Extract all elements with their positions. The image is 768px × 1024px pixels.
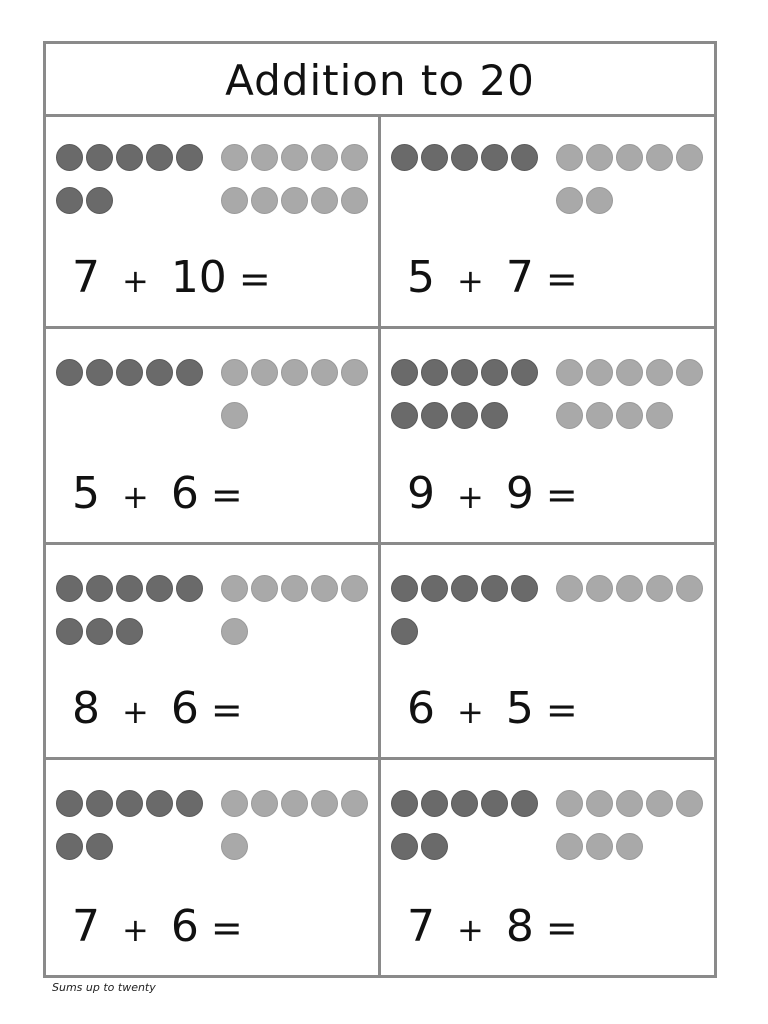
counting-dots bbox=[391, 575, 711, 655]
light-counter-dot bbox=[676, 575, 703, 602]
equals-sign: = bbox=[545, 257, 578, 302]
footer-note: Sums up to twenty bbox=[52, 981, 156, 994]
equation bbox=[72, 467, 243, 519]
plus-sign: + bbox=[122, 911, 149, 949]
light-counter-dot bbox=[221, 790, 248, 817]
plus-sign: + bbox=[457, 692, 484, 731]
counting-dots bbox=[391, 144, 711, 224]
plus-sign: + bbox=[122, 692, 149, 731]
addend-a: 8 bbox=[72, 682, 100, 734]
light-counter-dot bbox=[616, 790, 643, 817]
dark-counter-dot bbox=[116, 618, 143, 645]
addend-b: 8 bbox=[505, 901, 534, 952]
dark-counter-dot bbox=[116, 359, 143, 386]
equation bbox=[407, 252, 578, 304]
dark-counter-dot bbox=[451, 402, 478, 429]
equation bbox=[72, 682, 243, 734]
light-counter-dot bbox=[221, 833, 248, 860]
dark-counter-dot bbox=[176, 359, 203, 386]
dark-counter-dot bbox=[86, 790, 113, 817]
light-counter-dot bbox=[221, 187, 248, 214]
dark-counter-dot bbox=[451, 144, 478, 171]
dark-counter-dot bbox=[56, 575, 83, 602]
dark-counter-dot bbox=[421, 833, 448, 860]
light-counter-dot bbox=[646, 359, 673, 386]
light-counter-dot bbox=[311, 790, 338, 817]
plus-sign: + bbox=[457, 477, 484, 516]
dark-counter-dot bbox=[146, 359, 173, 386]
plus-sign: + bbox=[122, 262, 149, 301]
dark-counter-dot bbox=[56, 187, 83, 214]
plus-sign: + bbox=[457, 911, 484, 949]
addend-a: 7 bbox=[407, 901, 435, 952]
dark-counter-dot bbox=[176, 575, 203, 602]
light-counter-dot bbox=[281, 359, 308, 386]
addend-b: 6 bbox=[170, 467, 199, 519]
addend-b: 6 bbox=[170, 682, 199, 734]
dark-counter-dot bbox=[481, 144, 508, 171]
counting-dots bbox=[56, 144, 376, 224]
dark-counter-dot bbox=[391, 833, 418, 860]
dark-counter-dot bbox=[511, 575, 538, 602]
light-counter-dot bbox=[586, 144, 613, 171]
light-counter-dot bbox=[586, 187, 613, 214]
counting-dots bbox=[391, 359, 711, 439]
problem-card bbox=[381, 760, 714, 975]
dark-counter-dot bbox=[146, 790, 173, 817]
dark-counter-dot bbox=[391, 790, 418, 817]
plus-sign: + bbox=[122, 477, 149, 516]
dark-counter-dot bbox=[86, 359, 113, 386]
dark-counter-dot bbox=[391, 402, 418, 429]
dark-counter-dot bbox=[176, 144, 203, 171]
addend-a: 7 bbox=[72, 901, 100, 952]
problem-grid bbox=[46, 114, 714, 975]
worksheet bbox=[43, 41, 717, 978]
light-counter-dot bbox=[616, 144, 643, 171]
dark-counter-dot bbox=[56, 359, 83, 386]
dark-counter-dot bbox=[511, 144, 538, 171]
addend-b: 6 bbox=[170, 901, 199, 952]
dark-counter-dot bbox=[421, 790, 448, 817]
addend-a: 7 bbox=[72, 252, 100, 304]
problem-card bbox=[46, 760, 381, 975]
problem-card bbox=[381, 114, 714, 329]
dark-counter-dot bbox=[56, 790, 83, 817]
dark-counter-dot bbox=[86, 187, 113, 214]
problem-card bbox=[381, 545, 714, 760]
light-counter-dot bbox=[556, 144, 583, 171]
equals-sign: = bbox=[545, 687, 578, 732]
equals-sign: = bbox=[545, 906, 578, 950]
light-counter-dot bbox=[586, 575, 613, 602]
light-counter-dot bbox=[341, 790, 368, 817]
light-counter-dot bbox=[556, 575, 583, 602]
problem-card bbox=[46, 545, 381, 760]
light-counter-dot bbox=[281, 790, 308, 817]
dark-counter-dot bbox=[391, 359, 418, 386]
light-counter-dot bbox=[586, 359, 613, 386]
dark-counter-dot bbox=[86, 833, 113, 860]
light-counter-dot bbox=[646, 402, 673, 429]
dark-counter-dot bbox=[116, 790, 143, 817]
dark-counter-dot bbox=[116, 144, 143, 171]
light-counter-dot bbox=[311, 359, 338, 386]
light-counter-dot bbox=[616, 575, 643, 602]
light-counter-dot bbox=[251, 575, 278, 602]
light-counter-dot bbox=[556, 833, 583, 860]
light-counter-dot bbox=[311, 575, 338, 602]
problem-card bbox=[46, 114, 381, 329]
light-counter-dot bbox=[281, 187, 308, 214]
dark-counter-dot bbox=[391, 144, 418, 171]
light-counter-dot bbox=[646, 144, 673, 171]
dark-counter-dot bbox=[511, 359, 538, 386]
light-counter-dot bbox=[311, 187, 338, 214]
light-counter-dot bbox=[311, 144, 338, 171]
light-counter-dot bbox=[586, 402, 613, 429]
dark-counter-dot bbox=[511, 790, 538, 817]
dark-counter-dot bbox=[86, 144, 113, 171]
addend-b: 10 bbox=[170, 252, 227, 304]
light-counter-dot bbox=[341, 187, 368, 214]
equals-sign: = bbox=[210, 472, 243, 517]
dark-counter-dot bbox=[86, 618, 113, 645]
dark-counter-dot bbox=[481, 790, 508, 817]
light-counter-dot bbox=[616, 402, 643, 429]
addend-a: 9 bbox=[407, 467, 435, 519]
light-counter-dot bbox=[221, 144, 248, 171]
light-counter-dot bbox=[251, 144, 278, 171]
dark-counter-dot bbox=[421, 575, 448, 602]
dark-counter-dot bbox=[116, 575, 143, 602]
dark-counter-dot bbox=[451, 359, 478, 386]
light-counter-dot bbox=[221, 618, 248, 645]
dark-counter-dot bbox=[481, 402, 508, 429]
light-counter-dot bbox=[676, 144, 703, 171]
counting-dots bbox=[56, 575, 376, 655]
equals-sign: = bbox=[210, 906, 243, 950]
addend-a: 6 bbox=[407, 682, 435, 734]
equals-sign: = bbox=[238, 257, 271, 302]
light-counter-dot bbox=[676, 790, 703, 817]
light-counter-dot bbox=[341, 359, 368, 386]
addend-b: 5 bbox=[505, 682, 534, 734]
dark-counter-dot bbox=[86, 575, 113, 602]
dark-counter-dot bbox=[421, 359, 448, 386]
light-counter-dot bbox=[281, 144, 308, 171]
dark-counter-dot bbox=[421, 144, 448, 171]
equals-sign: = bbox=[545, 472, 578, 517]
light-counter-dot bbox=[556, 359, 583, 386]
light-counter-dot bbox=[251, 187, 278, 214]
equation bbox=[72, 252, 271, 304]
light-counter-dot bbox=[676, 359, 703, 386]
counting-dots bbox=[391, 790, 711, 870]
dark-counter-dot bbox=[146, 575, 173, 602]
addend-b: 9 bbox=[505, 467, 534, 519]
equation bbox=[72, 901, 243, 952]
light-counter-dot bbox=[251, 359, 278, 386]
light-counter-dot bbox=[646, 575, 673, 602]
equation bbox=[407, 901, 578, 952]
dark-counter-dot bbox=[421, 402, 448, 429]
equals-sign: = bbox=[210, 687, 243, 732]
dark-counter-dot bbox=[56, 618, 83, 645]
addend-a: 5 bbox=[72, 467, 100, 519]
dark-counter-dot bbox=[451, 790, 478, 817]
dark-counter-dot bbox=[56, 833, 83, 860]
light-counter-dot bbox=[221, 402, 248, 429]
dark-counter-dot bbox=[146, 144, 173, 171]
light-counter-dot bbox=[616, 833, 643, 860]
dark-counter-dot bbox=[451, 575, 478, 602]
dark-counter-dot bbox=[391, 618, 418, 645]
light-counter-dot bbox=[556, 790, 583, 817]
light-counter-dot bbox=[221, 575, 248, 602]
light-counter-dot bbox=[341, 575, 368, 602]
light-counter-dot bbox=[616, 359, 643, 386]
worksheet-title: Addition to 20 bbox=[225, 55, 535, 105]
equation bbox=[407, 682, 578, 734]
addend-b: 7 bbox=[505, 252, 534, 304]
dark-counter-dot bbox=[391, 575, 418, 602]
problem-card bbox=[46, 329, 381, 544]
title-bar bbox=[46, 44, 714, 117]
light-counter-dot bbox=[646, 790, 673, 817]
counting-dots bbox=[56, 359, 376, 439]
light-counter-dot bbox=[341, 144, 368, 171]
counting-dots bbox=[56, 790, 376, 870]
dark-counter-dot bbox=[176, 790, 203, 817]
light-counter-dot bbox=[586, 790, 613, 817]
equation bbox=[407, 467, 578, 519]
light-counter-dot bbox=[586, 833, 613, 860]
dark-counter-dot bbox=[481, 575, 508, 602]
dark-counter-dot bbox=[481, 359, 508, 386]
light-counter-dot bbox=[556, 187, 583, 214]
dark-counter-dot bbox=[56, 144, 83, 171]
addend-a: 5 bbox=[407, 252, 435, 304]
plus-sign: + bbox=[457, 262, 484, 301]
light-counter-dot bbox=[221, 359, 248, 386]
problem-card bbox=[381, 329, 714, 544]
light-counter-dot bbox=[556, 402, 583, 429]
light-counter-dot bbox=[281, 575, 308, 602]
light-counter-dot bbox=[251, 790, 278, 817]
